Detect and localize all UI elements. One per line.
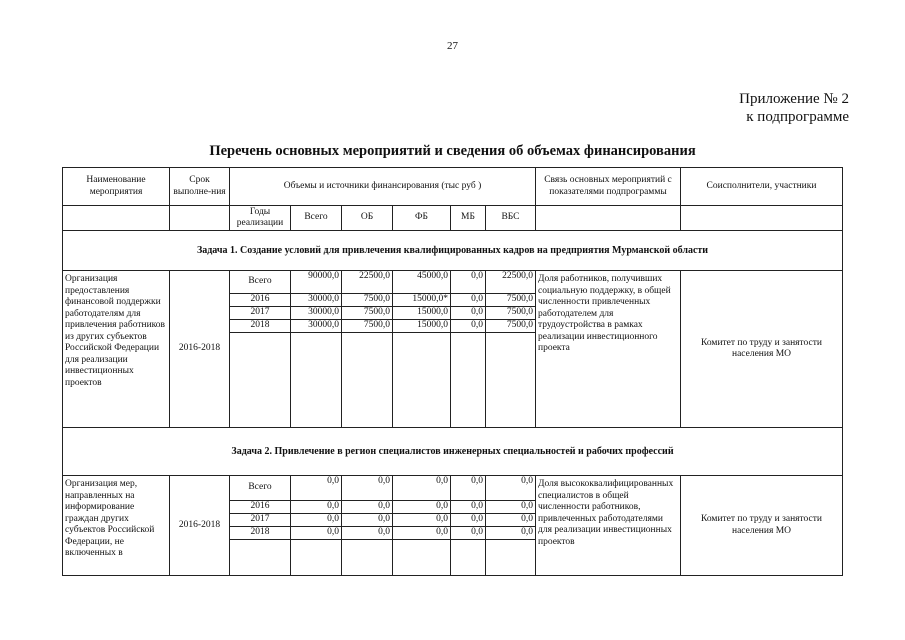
header-term: Срок выполне-ния bbox=[170, 168, 230, 206]
header-mb: МБ bbox=[451, 206, 486, 231]
task2-cell: 0,0 bbox=[291, 527, 342, 540]
task1-coexecutor: Комитет по труду и занятости населения МО bbox=[681, 271, 843, 428]
header-ob: ОБ bbox=[342, 206, 393, 231]
appendix-line1: Приложение № 2 bbox=[739, 91, 849, 107]
task2-term: 2016-2018 bbox=[170, 476, 230, 576]
task1-cell: 30000,0 bbox=[291, 294, 342, 307]
task1-cell: 7500,0 bbox=[342, 307, 393, 320]
task1-title: Задача 1. Создание условий для привлечения квалифицированных кадров на предприятия Мурманской области bbox=[63, 231, 843, 271]
task2-cell: 0,0 bbox=[291, 501, 342, 514]
header-coexecutors: Соисполнители, участники bbox=[681, 168, 843, 206]
task1-year-total: Всего bbox=[230, 271, 291, 294]
task1-cell: 30000,0 bbox=[291, 320, 342, 333]
task2-cell: 0,0 bbox=[486, 514, 536, 527]
task2-cell: 0,0 bbox=[342, 501, 393, 514]
task2-year-total: Всего bbox=[230, 476, 291, 501]
header-link: Связь основных мероприятий с показателями подпрограммы bbox=[536, 168, 681, 206]
task1-cell: 45000,0 bbox=[393, 271, 451, 294]
header-total: Всего bbox=[291, 206, 342, 231]
task2-cell: 0,0 bbox=[393, 514, 451, 527]
task2-cell: 0,0 bbox=[291, 514, 342, 527]
header-fb: ФБ bbox=[393, 206, 451, 231]
task1-cell: 15000,0* bbox=[393, 294, 451, 307]
task2-cell: 0,0 bbox=[451, 514, 486, 527]
task1-cell: 30000,0 bbox=[291, 307, 342, 320]
task1-cell: 7500,0 bbox=[342, 294, 393, 307]
task2-cell: 0,0 bbox=[451, 476, 486, 501]
task1-cell: 0,0 bbox=[451, 320, 486, 333]
task2-cell: 0,0 bbox=[486, 527, 536, 540]
task2-cell: 0,0 bbox=[342, 514, 393, 527]
appendix-label bbox=[739, 90, 849, 126]
header-name: Наименование мероприятия bbox=[63, 168, 170, 206]
task1-cell: 7500,0 bbox=[486, 320, 536, 333]
task2-cell: 0,0 bbox=[393, 501, 451, 514]
header-vbs: ВБС bbox=[486, 206, 536, 231]
appendix-line2: к подпрограмме bbox=[746, 109, 849, 125]
task1-year: 2016 bbox=[230, 294, 291, 307]
task1-cell: 0,0 bbox=[451, 271, 486, 294]
task2-cell: 0,0 bbox=[393, 527, 451, 540]
task1-cell: 0,0 bbox=[451, 307, 486, 320]
page-number: 27 bbox=[447, 40, 458, 52]
task2-year: 2018 bbox=[230, 527, 291, 540]
task1-cell: 15000,0 bbox=[393, 320, 451, 333]
task1-cell: 15000,0 bbox=[393, 307, 451, 320]
task1-cell: 0,0 bbox=[451, 294, 486, 307]
task1-cell: 22500,0 bbox=[342, 271, 393, 294]
task2-year: 2016 bbox=[230, 501, 291, 514]
task1-cell: 22500,0 bbox=[486, 271, 536, 294]
task2-activity: Организация мер, направленных на информирование граждан других субъектов Российской Федерации, не включенных в bbox=[63, 476, 170, 576]
task2-cell: 0,0 bbox=[486, 501, 536, 514]
task1-indicator: Доля работников, получивших социальную поддержку, в общей численности привлеченных работодателем для трудоустройства в рамках реализации инвестиционного проекта bbox=[536, 271, 681, 428]
task2-coexecutor: Комитет по труду и занятости населения МО bbox=[681, 476, 843, 576]
header-volumes: Объемы и источники финансирования (тыс руб ) bbox=[230, 168, 536, 206]
task1-term: 2016-2018 bbox=[170, 271, 230, 428]
task2-indicator: Доля высококвалифицированных специалистов в общей численности работников, привлеченных работодателями для реализации инвестиционных проектов bbox=[536, 476, 681, 576]
document-title: Перечень основных мероприятий и сведения об объемах финансирования bbox=[209, 143, 696, 159]
task1-activity: Организация предоставления финансовой поддержки работодателям для привлечения работников из других субъектов Российской Федерации для реализации инвестиционных проектов bbox=[63, 271, 170, 428]
task2-cell: 0,0 bbox=[342, 527, 393, 540]
task1-cell: 7500,0 bbox=[342, 320, 393, 333]
task1-cell: 90000,0 bbox=[291, 271, 342, 294]
task2-cell: 0,0 bbox=[342, 476, 393, 501]
task2-cell: 0,0 bbox=[291, 476, 342, 501]
task2-title: Задача 2. Привлечение в регион специалистов инженерных специальностей и рабочих профессий bbox=[63, 428, 843, 476]
task2-year: 2017 bbox=[230, 514, 291, 527]
task2-cell: 0,0 bbox=[451, 501, 486, 514]
task1-year: 2017 bbox=[230, 307, 291, 320]
task1-cell: 7500,0 bbox=[486, 307, 536, 320]
task1-cell: 7500,0 bbox=[486, 294, 536, 307]
financing-table bbox=[62, 167, 843, 576]
task2-cell: 0,0 bbox=[486, 476, 536, 501]
task2-cell: 0,0 bbox=[451, 527, 486, 540]
header-years: Годы реализации bbox=[230, 206, 291, 231]
task2-cell: 0,0 bbox=[393, 476, 451, 501]
task1-year: 2018 bbox=[230, 320, 291, 333]
